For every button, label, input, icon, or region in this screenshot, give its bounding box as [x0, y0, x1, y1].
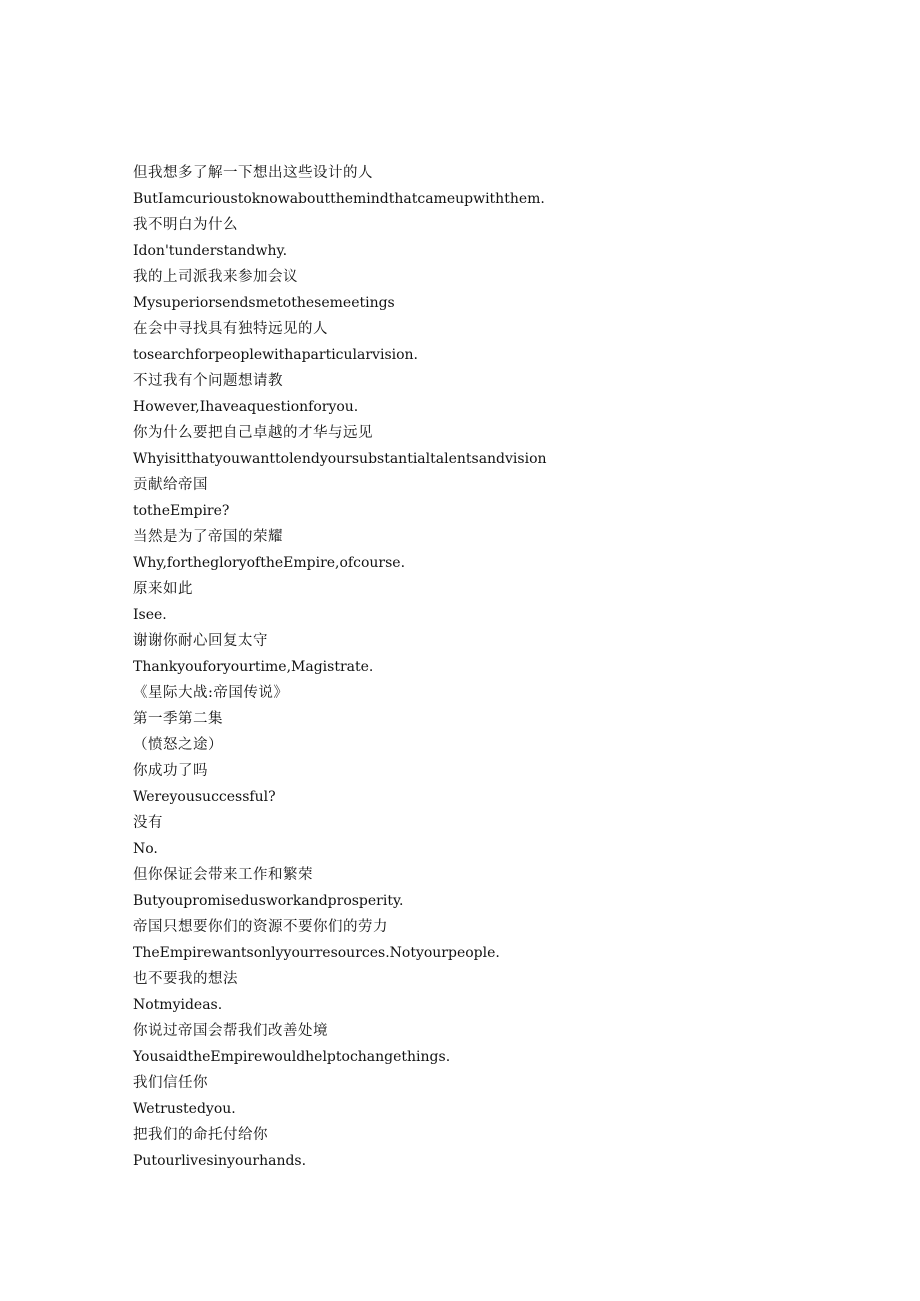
chinese-line: 在会中寻找具有独特远见的人	[133, 321, 328, 337]
english-line: Whyisitthatyouwanttolendyoursubstantialtalentsandvision	[133, 451, 547, 467]
dialogue-pair	[133, 420, 833, 472]
chinese-line: 我们信任你	[133, 1075, 208, 1091]
english-line: Wereyousuccessful?	[133, 789, 276, 805]
episode-subtitle: （愤怒之途）	[133, 737, 223, 753]
dialogue-pair	[133, 212, 833, 264]
chinese-line: 你说过帝国会帮我们改善处境	[133, 1023, 328, 1039]
english-line: However,Ihaveaquestionforyou.	[133, 399, 359, 415]
chinese-line: 原来如此	[133, 581, 193, 597]
chinese-line: 贡献给帝国	[133, 477, 208, 493]
dialogue-pair	[133, 576, 833, 628]
chinese-line: 谢谢你耐心回复太守	[133, 633, 268, 649]
episode-title-block	[133, 680, 833, 758]
dialogue-pair	[133, 758, 833, 810]
dialogue-pair	[133, 810, 833, 862]
english-line: Thankyouforyourtime,Magistrate.	[133, 659, 374, 675]
chinese-line: 把我们的命托付给你	[133, 1127, 268, 1143]
english-line: totheEmpire?	[133, 503, 230, 519]
english-line: Isee.	[133, 607, 167, 623]
dialogue-pair	[133, 316, 833, 368]
series-title: 《星际大战:帝国传说》	[133, 685, 289, 701]
dialogue-pair	[133, 966, 833, 1018]
english-line: Putourlivesinyourhands.	[133, 1153, 307, 1169]
english-line: tosearchforpeoplewithaparticularvision.	[133, 347, 418, 363]
dialogue-pair	[133, 264, 833, 316]
chinese-line: 当然是为了帝国的荣耀	[133, 529, 283, 545]
chinese-line: 我的上司派我来参加会议	[133, 269, 298, 285]
chinese-line: 你成功了吗	[133, 763, 208, 779]
english-line: Notmyideas.	[133, 997, 223, 1013]
chinese-line: 我不明白为什么	[133, 217, 238, 233]
dialogue-pair	[133, 862, 833, 914]
english-line: No.	[133, 841, 158, 857]
subtitle-transcript	[133, 160, 833, 1174]
english-line: Butyoupromisedusworkandprosperity.	[133, 893, 404, 909]
english-line: Wetrustedyou.	[133, 1101, 236, 1117]
episode-number: 第一季第二集	[133, 711, 223, 727]
english-line: YousaidtheEmpirewouldhelptochangethings.	[133, 1049, 451, 1065]
chinese-line: 不过我有个问题想请教	[133, 373, 283, 389]
chinese-line: 但你保证会带来工作和繁荣	[133, 867, 313, 883]
english-line: ButIamcurioustoknowaboutthemindthatcameupwiththem.	[133, 191, 545, 207]
dialogue-pair	[133, 1122, 833, 1174]
chinese-line: 但我想多了解一下想出这些设计的人	[133, 165, 373, 181]
chinese-line: 也不要我的想法	[133, 971, 238, 987]
dialogue-pair	[133, 472, 833, 524]
dialogue-pair	[133, 628, 833, 680]
chinese-line: 帝国只想要你们的资源不要你们的劳力	[133, 919, 388, 935]
chinese-line: 没有	[133, 815, 163, 831]
english-line: Mysuperiorsendsmetothesemeetings	[133, 295, 395, 311]
dialogue-pair	[133, 1018, 833, 1070]
english-line: Idon'tunderstandwhy.	[133, 243, 288, 259]
dialogue-pair	[133, 1070, 833, 1122]
chinese-line: 你为什么要把自己卓越的才华与远见	[133, 425, 373, 441]
dialogue-pair	[133, 368, 833, 420]
english-line: Why,forthegloryoftheEmpire,ofcourse.	[133, 555, 406, 571]
english-line: TheEmpirewantsonlyyourresources.Notyourpeople.	[133, 945, 500, 961]
dialogue-pair	[133, 524, 833, 576]
dialogue-pair	[133, 160, 833, 212]
dialogue-pair	[133, 914, 833, 966]
